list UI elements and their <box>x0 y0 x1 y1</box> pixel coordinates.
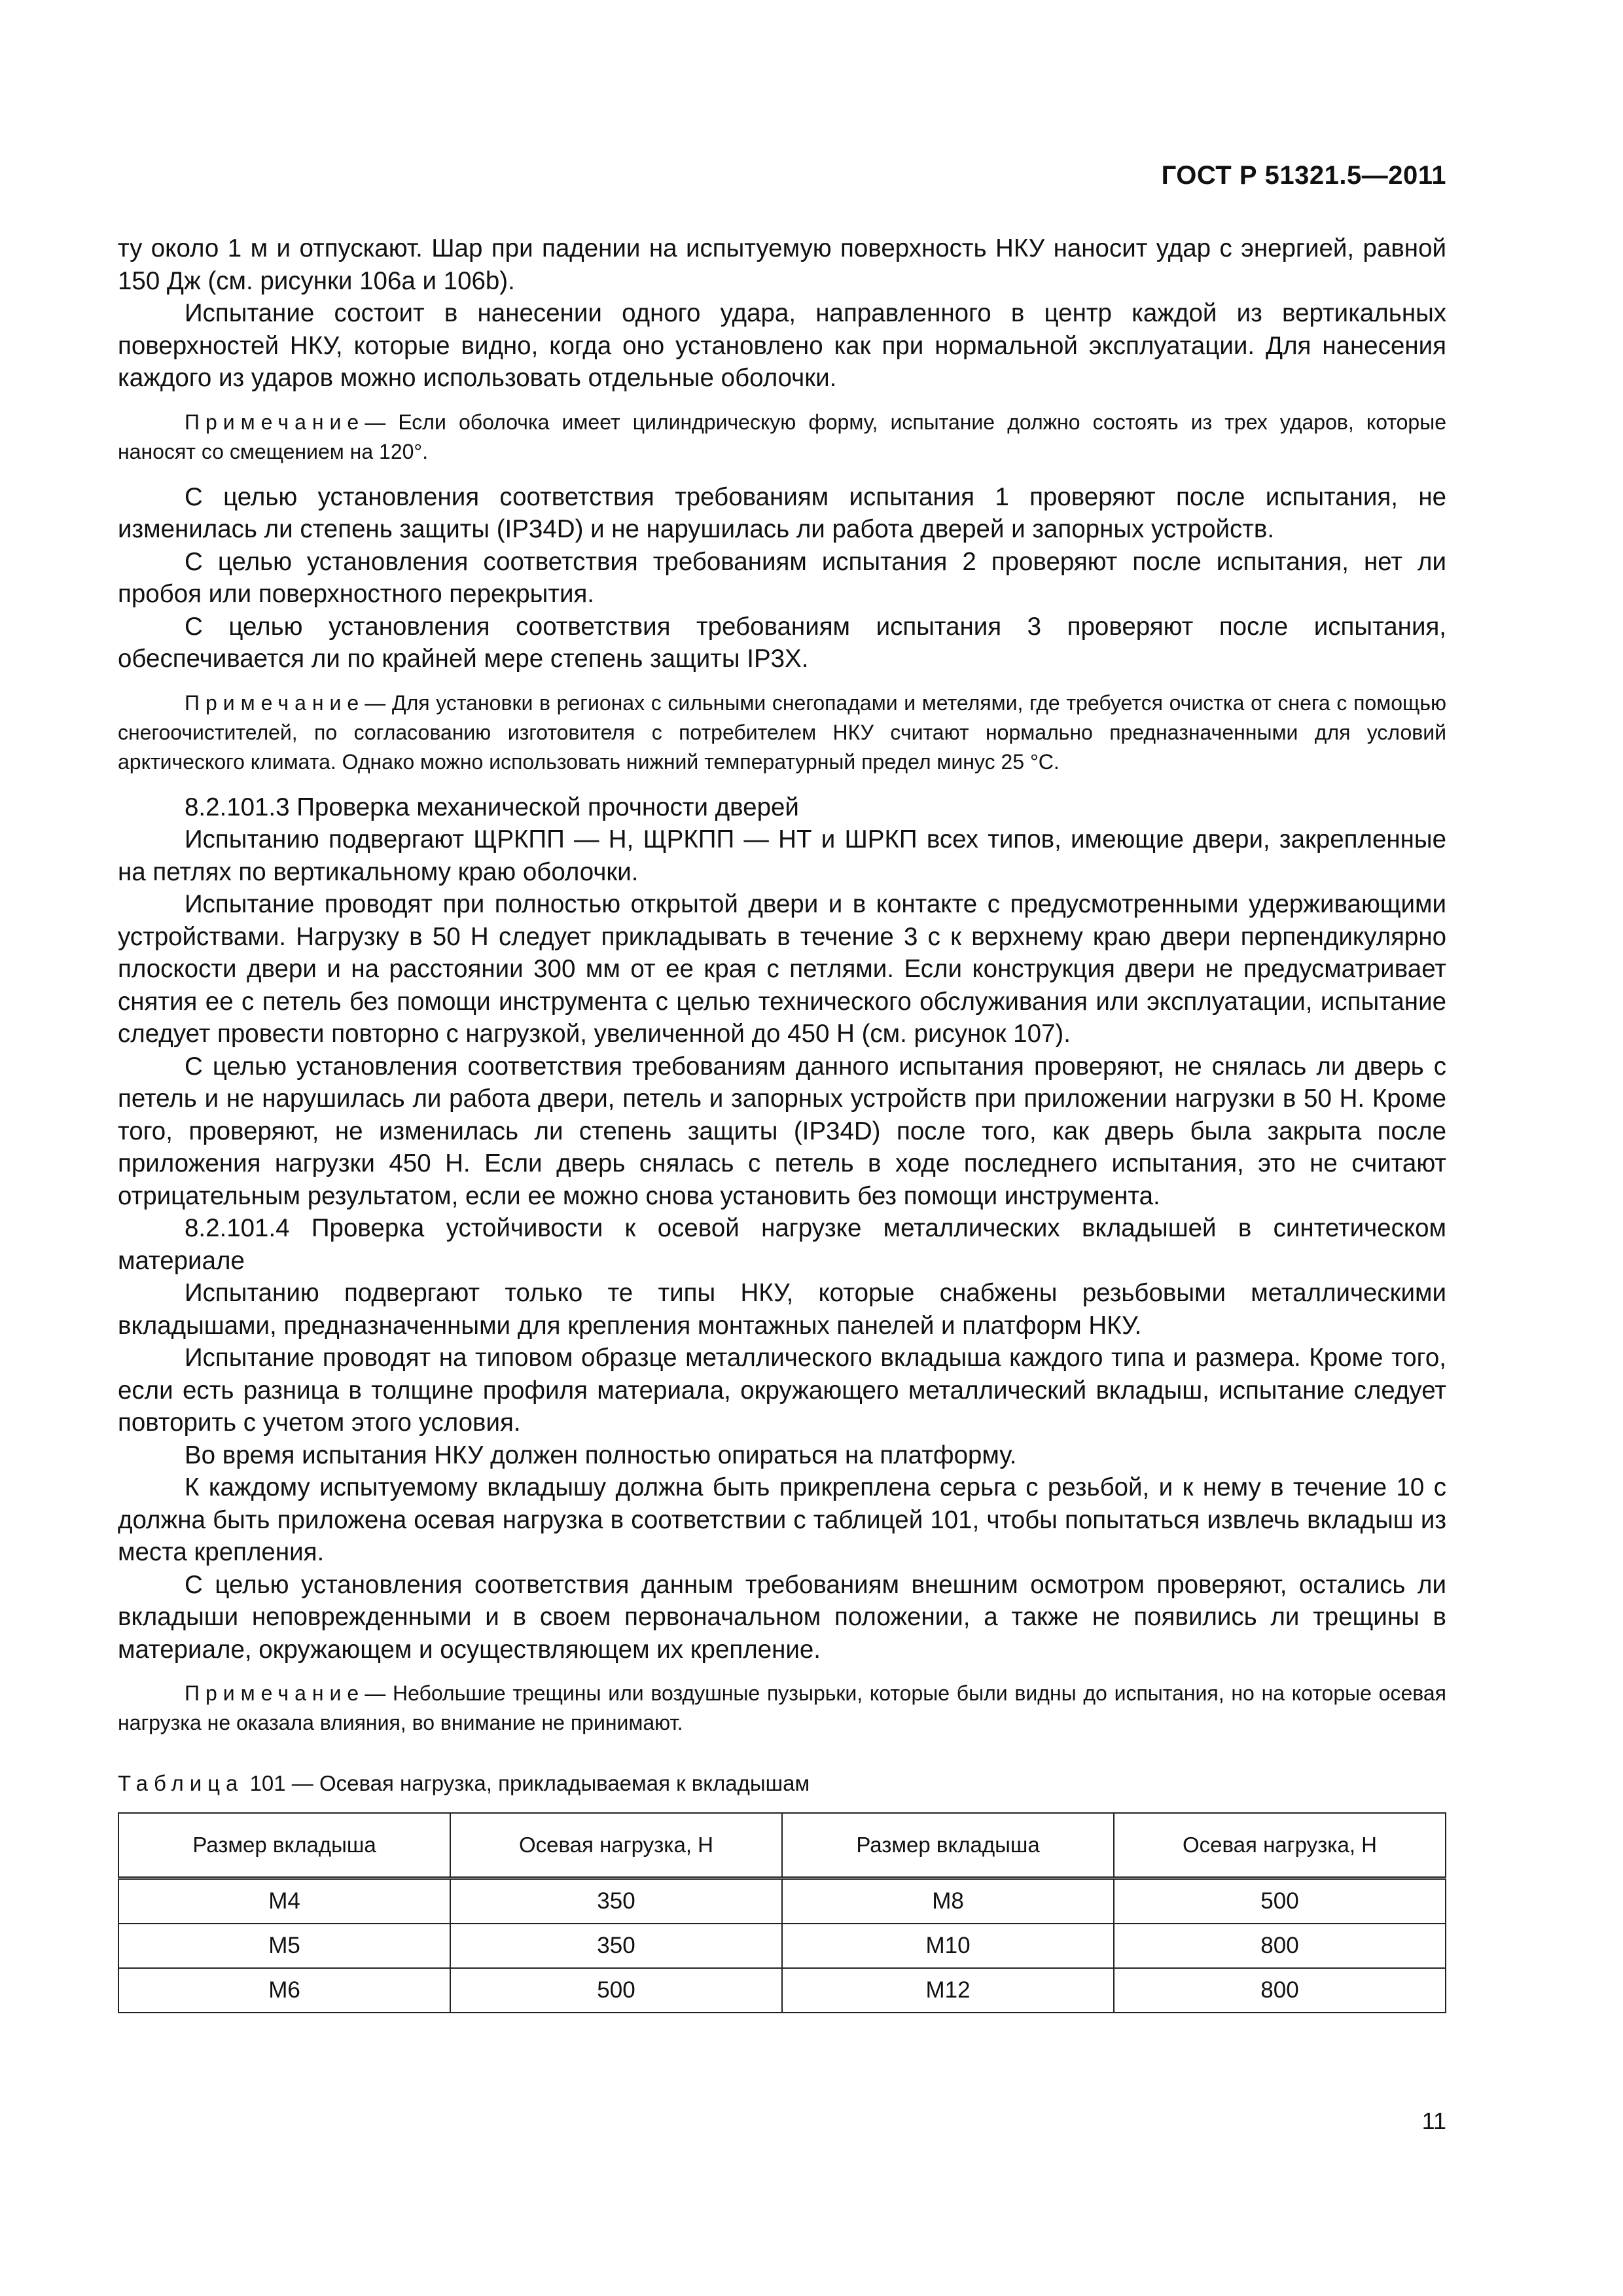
paragraph: ту около 1 м и отпускают. Шар при падении на испытуемую поверхность НКУ наносит удар с энергией, равной 150 Дж (см. рисунки 106а и 106b). <box>118 234 1446 295</box>
section-heading: 8.2.101.3 Проверка механической прочности дверей <box>185 793 799 821</box>
table-cell: М8 <box>782 1878 1114 1924</box>
table-header-row <box>118 1813 1446 1878</box>
table-caption-text: 101 — Осевая нагрузка, прикладываемая к вкладышам <box>249 1771 810 1795</box>
note-text: — Если оболочка имеет цилиндрическую форму, испытание должно состоять из трех ударов, которые наносят со смещением на 120°. <box>118 410 1446 463</box>
note-label: Примечание <box>185 691 365 715</box>
note <box>118 1679 1446 1738</box>
table-cell: 500 <box>1114 1878 1446 1924</box>
section-heading: 8.2.101.4 Проверка устойчивости к осевой нагрузке металлических вкладышей в синтетическом материале <box>118 1214 1446 1275</box>
column-header: Осевая нагрузка, Н <box>450 1813 782 1878</box>
paragraph: С целью установления соответствия требованиям испытания 3 проверяют после испытания, обеспечивается ли по крайней мере степень защиты IP3X. <box>118 612 1446 673</box>
paragraph: Испытание проводят при полностью открытой двери и в контакте с предусмотренными удерживающими устройствами. Нагрузку в 50 Н следует прикладывать в течение 3 с к верхнему краю двери перпендикулярно плоскости двери и на расстоянии 300 мм от ее края с петлями. Если конструкция двери не предусматривает снятия ее с петель без помощи инструмента с целью технического обслуживания или эксплуатации, испытание следует провести повторно с нагрузкой, увеличенной до 450 Н (см. рисунок 107). <box>118 890 1446 1048</box>
document-header-id: ГОСТ Р 51321.5—2011 <box>1161 161 1446 190</box>
note-text: — Небольшие трещины или воздушные пузырьки, которые были видны до испытания, но на которые осевая нагрузка не оказала влияния, во внимание не принимают. <box>118 1681 1446 1734</box>
paragraph: С целью установления соответствия требованиям испытания 1 проверяют после испытания, не изменилась ли степень защиты (IP34D) и не нарушилась ли работа дверей и запорных устройств. <box>118 482 1446 543</box>
table-cell: 500 <box>450 1968 782 2013</box>
table-row <box>118 1924 1446 1968</box>
table-caption <box>118 1769 1446 1798</box>
insert-load-table <box>118 1812 1446 2013</box>
paragraph: С целью установления соответствия данным требованиям внешним осмотром проверяют, остались ли вкладыши неповрежденными и в своем первоначальном положении, а также не появились ли трещины в материале, окружающем и осуществляющем их крепление. <box>118 1570 1446 1664</box>
table-cell: 800 <box>1114 1968 1446 2013</box>
column-header: Размер вкладыша <box>118 1813 450 1878</box>
paragraph: Во время испытания НКУ должен полностью опираться на платформу. <box>185 1441 1017 1469</box>
table-cell: М6 <box>118 1968 450 2013</box>
note-label: Примечание <box>185 1681 365 1705</box>
table-cell: М10 <box>782 1924 1114 1968</box>
note-label: Примечание <box>185 410 365 434</box>
page-number: 11 <box>1421 2108 1446 2134</box>
table-cell: 350 <box>450 1924 782 1968</box>
paragraph: Испытанию подвергают только те типы НКУ, которые снабжены резьбовыми металлическими вкладышами, предназначенными для крепления монтажных панелей и платформ НКУ. <box>118 1279 1446 1340</box>
note <box>118 408 1446 467</box>
table-cell: 800 <box>1114 1924 1446 1968</box>
table-cell: М5 <box>118 1924 450 1968</box>
table-row <box>118 1968 1446 2013</box>
table-cell: М4 <box>118 1878 450 1924</box>
paragraph: С целью установления соответствия требованиям данного испытания проверяют, не снялась ли дверь с петель и не нарушилась ли работа двери, петель и запорных устройств при приложении нагрузки в 50 Н. Кроме того, проверяют, не изменилась ли степень защиты (IP34D) после того, как дверь была закрыта после приложения нагрузки 450 Н. Если дверь снялась с петель в ходе последнего испытания, это не считают отрицательным результатом, если ее можно снова установить без помощи инструмента. <box>118 1052 1446 1210</box>
paragraph: Испытание проводят на типовом образце металлического вкладыша каждого типа и размера. Кроме того, если есть разница в толщине профиля материала, окружающего металлический вкладыш, испытание следует повторить с учетом этого условия. <box>118 1344 1446 1437</box>
paragraph: К каждому испытуемому вкладышу должна быть прикреплена серьга с резьбой, и к нему в течение 10 с должна быть приложена осевая нагрузка в соответствии с таблицей 101, чтобы попытаться извлечь вкладыш из места крепления. <box>118 1473 1446 1566</box>
table-caption-label: Таблица <box>118 1771 244 1795</box>
document-body <box>118 232 1446 2013</box>
note-text: — Для установки в регионах с сильными снегопадами и метелями, где требуется очистка от снега с помощью снегоочистителей, по согласованию изготовителя с потребителем НКУ считают нормально предназначенными для условий арктического климата. Однако можно использовать нижний температурный предел минус 25 °С. <box>118 691 1446 774</box>
table-cell: М12 <box>782 1968 1114 2013</box>
column-header: Осевая нагрузка, Н <box>1114 1813 1446 1878</box>
table-cell: 350 <box>450 1878 782 1924</box>
paragraph: С целью установления соответствия требованиям испытания 2 проверяют после испытания, нет ли пробоя или поверхностного перекрытия. <box>118 547 1446 608</box>
paragraph: Испытание состоит в нанесении одного удара, направленного в центр каждой из вертикальных поверхностей НКУ, которые видно, когда оно установлено как при нормальной эксплуатации. Для нанесения каждого из ударов можно использовать отдельные оболочки. <box>118 299 1446 392</box>
column-header: Размер вкладыша <box>782 1813 1114 1878</box>
paragraph: Испытанию подвергают ЩРКПП — Н, ЩРКПП — НТ и ШРКП всех типов, имеющие двери, закрепленные на петлях по вертикальному краю оболочки. <box>118 825 1446 886</box>
note <box>118 689 1446 777</box>
table-row <box>118 1878 1446 1924</box>
